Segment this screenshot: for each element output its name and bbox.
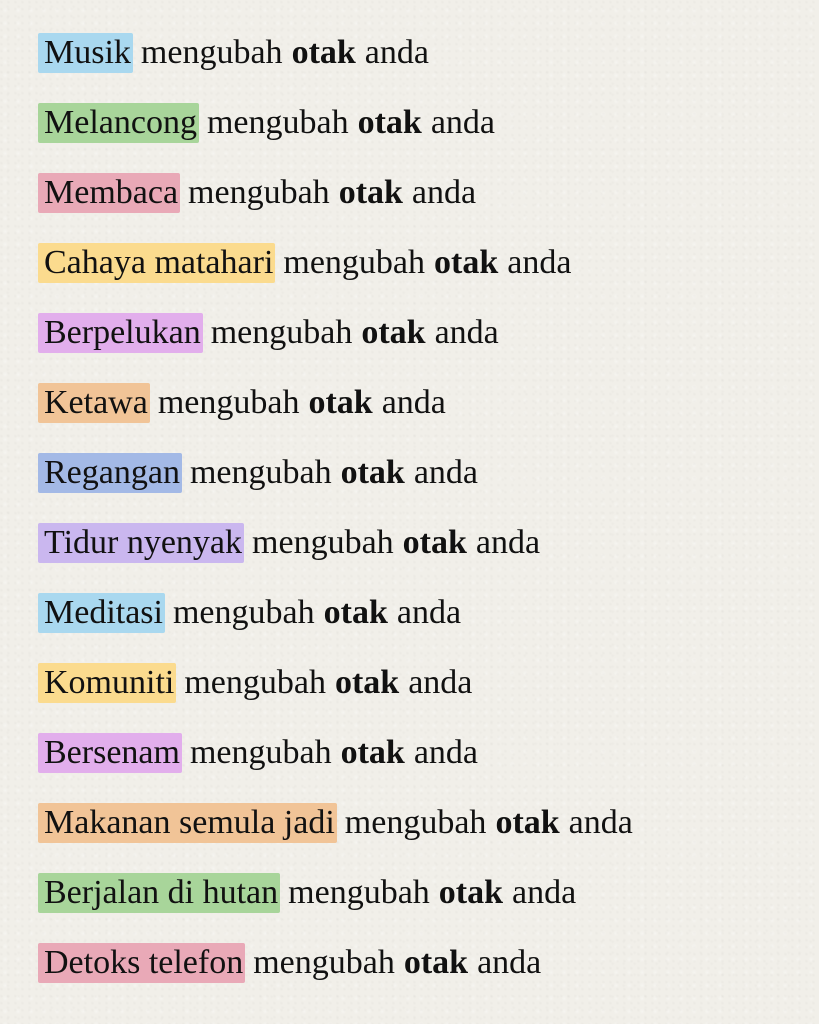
verb-text: mengubah <box>252 524 394 561</box>
verb-text: mengubah <box>140 34 283 71</box>
object-text: otak <box>340 734 405 771</box>
highlighted-activity: Makanan semula jadi <box>38 803 337 843</box>
tail-text: anda <box>477 944 542 981</box>
object-text: otak <box>403 944 469 981</box>
tail-text: anda <box>411 174 477 211</box>
list-item <box>38 103 633 173</box>
tail-text: anda <box>364 34 429 71</box>
tail-text: anda <box>408 664 473 701</box>
list-item <box>38 313 633 383</box>
tail-text: anda <box>475 524 541 561</box>
tail-text: anda <box>381 384 446 421</box>
list-item <box>38 663 633 733</box>
tail-text: anda <box>430 104 496 141</box>
tail-text: anda <box>507 244 572 281</box>
verb-text: mengubah <box>210 314 353 351</box>
highlighted-activity: Bersenam <box>38 733 182 773</box>
object-text: otak <box>334 664 400 701</box>
list-item <box>38 523 633 593</box>
verb-text: mengubah <box>189 454 332 491</box>
tail-text: anda <box>396 594 462 631</box>
activity-list <box>38 33 633 1013</box>
list-item <box>38 873 633 943</box>
tail-text: anda <box>512 874 577 911</box>
list-item <box>38 173 633 243</box>
highlighted-activity: Ketawa <box>38 383 150 423</box>
verb-text: mengubah <box>288 874 430 911</box>
list-item <box>38 453 633 523</box>
verb-text: mengubah <box>344 804 487 841</box>
verb-text: mengubah <box>184 664 326 701</box>
list-item <box>38 943 633 1013</box>
highlighted-activity: Regangan <box>38 453 182 493</box>
object-text: otak <box>291 34 356 71</box>
list-item <box>38 243 633 313</box>
object-text: otak <box>308 384 373 421</box>
object-text: otak <box>338 174 403 211</box>
tail-text: anda <box>413 734 479 771</box>
highlighted-activity: Detoks telefon <box>38 943 245 983</box>
verb-text: mengubah <box>172 594 315 631</box>
list-item <box>38 803 633 873</box>
list-item <box>38 733 633 803</box>
object-text: otak <box>438 874 504 911</box>
highlighted-activity: Cahaya matahari <box>38 243 275 283</box>
highlighted-activity: Musik <box>38 33 133 73</box>
verb-text: mengubah <box>157 384 300 421</box>
verb-text: mengubah <box>283 244 426 281</box>
list-item <box>38 383 633 453</box>
highlighted-activity: Tidur nyenyak <box>38 523 244 563</box>
object-text: otak <box>323 594 388 631</box>
highlighted-activity: Berpelukan <box>38 313 203 353</box>
tail-text: anda <box>413 454 479 491</box>
object-text: otak <box>361 314 426 351</box>
list-item <box>38 33 633 103</box>
object-text: otak <box>434 244 499 281</box>
highlighted-activity: Berjalan di hutan <box>38 873 280 913</box>
highlighted-activity: Meditasi <box>38 593 165 633</box>
verb-text: mengubah <box>253 944 395 981</box>
verb-text: mengubah <box>189 734 332 771</box>
object-text: otak <box>340 454 405 491</box>
tail-text: anda <box>568 804 633 841</box>
highlighted-activity: Komuniti <box>38 663 176 703</box>
highlighted-activity: Melancong <box>38 103 199 143</box>
object-text: otak <box>495 804 560 841</box>
object-text: otak <box>357 104 422 141</box>
tail-text: anda <box>434 314 499 351</box>
verb-text: mengubah <box>206 104 349 141</box>
verb-text: mengubah <box>188 174 330 211</box>
highlighted-activity: Membaca <box>38 173 180 213</box>
list-item <box>38 593 633 663</box>
object-text: otak <box>402 524 467 561</box>
